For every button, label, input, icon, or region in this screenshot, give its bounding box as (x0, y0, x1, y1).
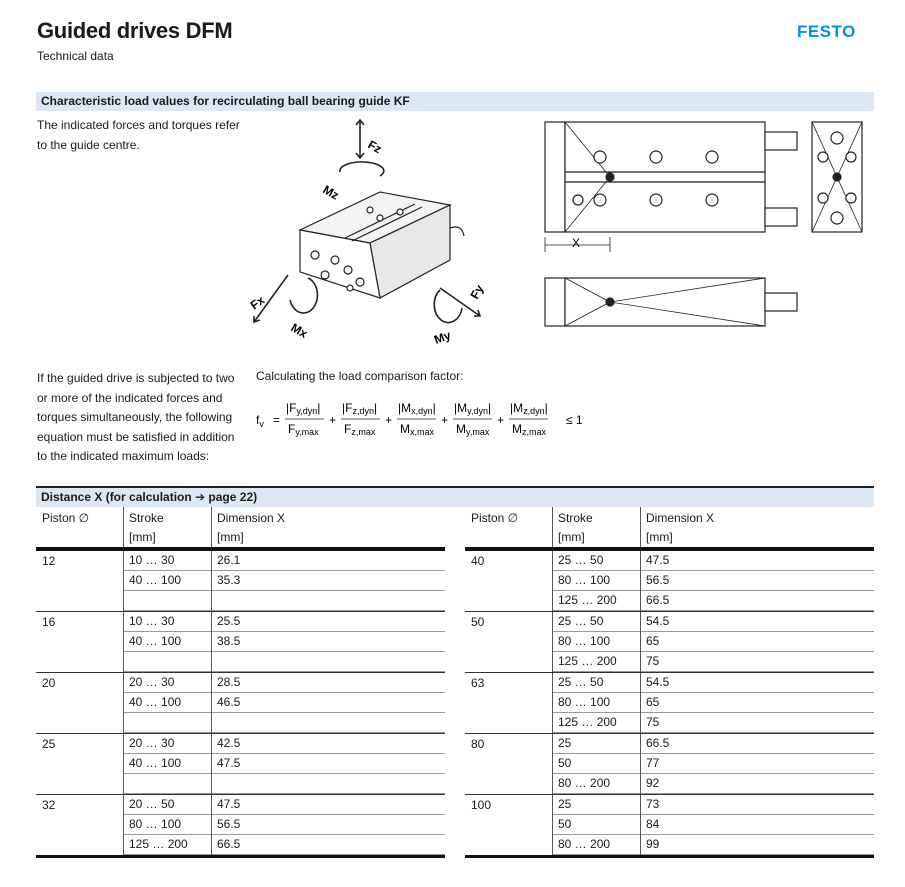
header-stroke: Stroke (129, 511, 164, 525)
stroke-range: 80 … 100 (558, 573, 611, 587)
table-row (552, 713, 874, 733)
table-header (36, 507, 445, 551)
stroke-range: 40 … 100 (129, 756, 182, 770)
formula-denominator: Mx,max (400, 422, 435, 437)
stroke-range: 40 … 100 (129, 634, 182, 648)
piston-diameter: 63 (471, 676, 485, 690)
table-row-group (36, 795, 445, 858)
dimension-x-value: 75 (646, 715, 660, 729)
piston-diameter: 40 (471, 554, 485, 568)
technical-drawing (240, 110, 880, 360)
stroke-range: 10 … 30 (129, 614, 175, 628)
svg-text:fv (256, 413, 264, 429)
condition-text: If the guided drive is subjected to two or more of the indicated forces and torques simultaneously, the following equation must be satisfied in addition to the indicated maximum loads: (37, 371, 235, 463)
stroke-range: 20 … 30 (129, 736, 175, 750)
stroke-range: 25 (558, 736, 572, 750)
table-row (552, 774, 874, 794)
stroke-range: 20 … 50 (129, 797, 175, 811)
table-row-group (465, 551, 874, 612)
stroke-range: 50 (558, 756, 572, 770)
table-row (552, 652, 874, 672)
dimension-x-value: 66.5 (646, 593, 670, 607)
piston-diameter: 32 (42, 798, 56, 812)
header-stroke-unit: [mm] (129, 530, 156, 544)
end-view-drawing (812, 122, 862, 232)
formula-lhs: f (256, 413, 260, 427)
dimension-x-value: 42.5 (217, 736, 241, 750)
formula-lhs-sub: v (259, 419, 264, 429)
table-row (123, 551, 445, 571)
table-row (552, 693, 874, 713)
dimension-x-value: 47.5 (217, 797, 241, 811)
header-dimension-unit: [mm] (646, 530, 673, 544)
table-row (123, 795, 445, 815)
isometric-guide-drawing (300, 192, 464, 298)
table-row (552, 632, 874, 652)
stroke-range: 25 … 50 (558, 553, 604, 567)
table-row (123, 571, 445, 591)
formula-denominator: My,max (456, 422, 490, 437)
dimension-x-value: 35.3 (217, 573, 241, 587)
label-fy: Fy (467, 282, 487, 302)
table-row (552, 571, 874, 591)
label-fx: Fx (247, 292, 268, 313)
stroke-range: 80 … 100 (558, 634, 611, 648)
stroke-range: 25 (558, 797, 572, 811)
table-row-group (465, 795, 874, 858)
stroke-range: 40 … 100 (129, 573, 182, 587)
table-row (552, 835, 874, 855)
stroke-range: 10 … 30 (129, 553, 175, 567)
formula-rhs: ≤ 1 (566, 413, 583, 427)
table-row-group (465, 734, 874, 795)
table-row (123, 713, 445, 733)
header-dimension: Dimension X (217, 511, 286, 525)
page-title: Guided drives DFM (37, 18, 233, 43)
calc-label: Calculating the load comparison factor: (256, 369, 464, 383)
table-row (552, 612, 874, 632)
stroke-range: 20 … 30 (129, 675, 175, 689)
load-comparison-formula (256, 396, 596, 442)
dimension-x-value: 77 (646, 756, 660, 770)
dimension-x-value: 28.5 (217, 675, 241, 689)
formula-plus: + (329, 413, 337, 427)
table-row (552, 673, 874, 693)
table-row (552, 551, 874, 571)
table-row (123, 835, 445, 855)
stroke-range: 25 … 50 (558, 675, 604, 689)
stroke-range: 80 … 200 (558, 837, 611, 851)
table-row (123, 632, 445, 652)
dimension-x-value: 38.5 (217, 634, 241, 648)
table-row (123, 774, 445, 794)
stroke-range: 125 … 200 (558, 654, 617, 668)
top-view-drawing (545, 122, 797, 252)
piston-diameter: 50 (471, 615, 485, 629)
section-heading-load-values: Characteristic load values for recirculating ball bearing guide KF (36, 92, 874, 111)
piston-diameter: 25 (42, 737, 56, 751)
dimension-x-value: 56.5 (646, 573, 670, 587)
formula-denominator: Fy,max (288, 422, 319, 437)
dimension-x-value: 25.5 (217, 614, 241, 628)
formula-numerator: |Fy,dyn| (286, 401, 321, 416)
table-row (123, 734, 445, 754)
dimension-x-value: 56.5 (217, 817, 241, 831)
stroke-range: 50 (558, 817, 572, 831)
header-piston: Piston ∅ (471, 511, 519, 525)
stroke-range: 25 … 50 (558, 614, 604, 628)
dimension-x-value: 92 (646, 776, 660, 790)
section-heading-distance-x: Distance X (for calculation ➔ page 22) (36, 486, 874, 507)
header-dimension: Dimension X (646, 511, 715, 525)
label-my: My (432, 327, 453, 347)
piston-diameter: 20 (42, 676, 56, 690)
distance-table-left (36, 507, 445, 858)
table-row (123, 612, 445, 632)
table-row-group (36, 551, 445, 612)
table-header (465, 507, 874, 551)
table-row (552, 734, 874, 754)
dimension-x-value: 26.1 (217, 553, 241, 567)
intro-text: The indicated forces and torques refer to the guide centre. (37, 118, 240, 152)
stroke-range: 80 … 100 (129, 817, 182, 831)
table-row (123, 815, 445, 835)
table-row (123, 652, 445, 672)
distance-table-right (465, 507, 874, 858)
formula-numerator: |Fz,dyn| (342, 401, 378, 416)
header-stroke-unit: [mm] (558, 530, 585, 544)
stroke-range: 80 … 200 (558, 776, 611, 790)
formula-eq: = (273, 413, 281, 427)
dimension-x-value: 47.5 (217, 756, 241, 770)
stroke-range: 40 … 100 (129, 695, 182, 709)
table-row (552, 815, 874, 835)
piston-diameter: 12 (42, 554, 56, 568)
label-fz: Fz (365, 137, 385, 157)
table-row (123, 693, 445, 713)
dimension-x-value: 99 (646, 837, 660, 851)
header-stroke: Stroke (558, 511, 593, 525)
dimension-x-value: 65 (646, 634, 660, 648)
brand-logo: FESTO (797, 22, 856, 41)
stroke-range: 125 … 200 (558, 593, 617, 607)
formula-plus: + (497, 413, 505, 427)
table-row-group (465, 673, 874, 734)
table-row (123, 754, 445, 774)
label-mz: Mz (320, 182, 342, 203)
dimension-x-value: 73 (646, 797, 660, 811)
dimension-x-value: 47.5 (646, 553, 670, 567)
header-piston: Piston ∅ (42, 511, 90, 525)
formula-denominator: Fz,max (344, 422, 376, 437)
dimension-x-value: 75 (646, 654, 660, 668)
formula-numerator: |Mx,dyn| (398, 401, 436, 416)
piston-diameter: 100 (471, 798, 492, 812)
table-row-group (36, 734, 445, 795)
dimension-x-value: 66.5 (646, 736, 670, 750)
formula-denominator: Mz,max (512, 422, 547, 437)
stroke-range: 125 … 200 (558, 715, 617, 729)
formula-plus: + (441, 413, 449, 427)
dimension-x-value: 46.5 (217, 695, 241, 709)
piston-diameter: 16 (42, 615, 56, 629)
formula-numerator: |My,dyn| (454, 401, 492, 416)
label-x: X (572, 236, 581, 250)
dimension-x-value: 54.5 (646, 614, 670, 628)
side-view-drawing (545, 278, 797, 326)
stroke-range: 80 … 100 (558, 695, 611, 709)
formula-plus: + (385, 413, 393, 427)
dimension-x-value: 84 (646, 817, 660, 831)
table-row (123, 673, 445, 693)
table-row-group (36, 612, 445, 673)
stroke-range: 125 … 200 (129, 837, 188, 851)
table-row (123, 591, 445, 611)
dimension-x-value: 65 (646, 695, 660, 709)
piston-diameter: 80 (471, 737, 485, 751)
table-row (552, 795, 874, 815)
page-subtitle: Technical data (37, 49, 114, 63)
formula-numerator: |Mz,dyn| (510, 401, 548, 416)
table-row (552, 591, 874, 611)
label-mx: Mx (288, 320, 310, 341)
table-row (552, 754, 874, 774)
table-row-group (36, 673, 445, 734)
dimension-x-value: 66.5 (217, 837, 241, 851)
header-dimension-unit: [mm] (217, 530, 244, 544)
dimension-x-value: 54.5 (646, 675, 670, 689)
table-row-group (465, 612, 874, 673)
